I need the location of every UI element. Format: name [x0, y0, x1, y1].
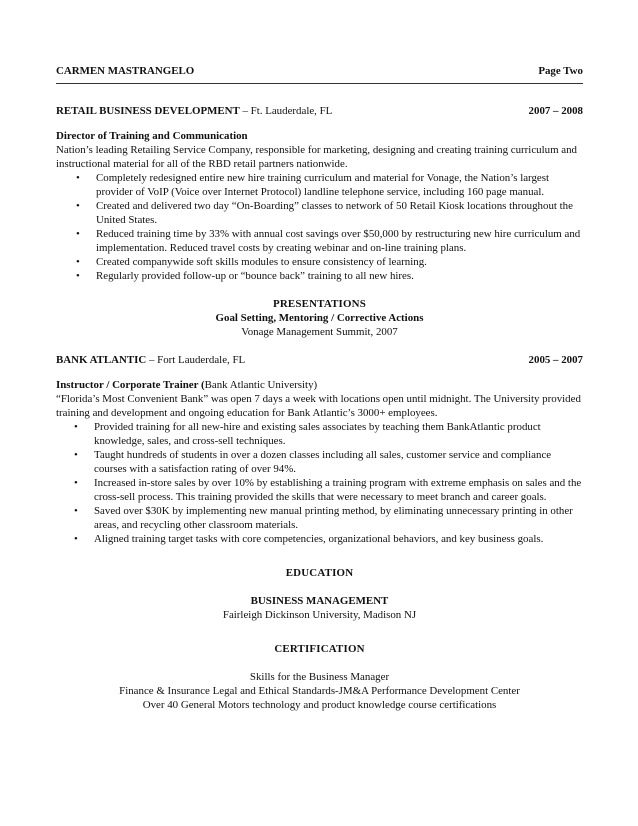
bullet-icon: •	[74, 421, 78, 433]
job-dates: 2007 – 2008	[528, 105, 583, 117]
job-title-extra: Bank Atlantic University)	[204, 379, 318, 391]
list-item: • Completely redesigned entire new hire training curriculum and material for Vonage, the Nation’s largest provider of VoIP (Voice over Internet Protocol) landline telephone service, including 160 page manual.	[76, 172, 550, 198]
job-retail-business-development	[56, 104, 583, 283]
list-item: • Aligned training target tasks with core competencies, organizational behaviors, and key business goals.	[74, 533, 544, 545]
section-heading: EDUCATION	[285, 567, 354, 579]
list-item: • Saved over $30K by implementing new manual printing method, by eliminating unnecessary printing in other areas, and recycling other classroom materials.	[74, 505, 573, 531]
job-dates: 2005 – 2007	[528, 354, 583, 366]
company-location: – Ft. Lauderdale, FL	[239, 105, 333, 117]
job-header	[56, 104, 583, 118]
certification-item: Finance & Insurance Legal and Ethical Standards-JM&A Performance Development Center	[119, 685, 520, 697]
bullet-icon: •	[74, 449, 78, 461]
job-title: Instructor / Corporate Trainer (	[56, 379, 205, 391]
presentations-section	[56, 297, 583, 339]
page-number: Page Two	[538, 65, 583, 77]
company-name: BANK ATLANTIC	[56, 354, 147, 366]
resume-page	[56, 64, 583, 712]
certification-section	[56, 642, 583, 712]
bullet-icon: •	[76, 200, 80, 212]
achievement-list	[56, 420, 583, 546]
company-location: – Fort Lauderdale, FL	[146, 354, 246, 366]
bullet-icon: •	[76, 256, 80, 268]
section-heading: CERTIFICATION	[274, 643, 365, 655]
page-header	[56, 64, 583, 78]
bullet-icon: •	[76, 172, 80, 184]
achievement-list	[56, 171, 583, 283]
job-title: Director of Training and Communication	[56, 130, 248, 142]
candidate-name: CARMEN MASTRANGELO	[56, 65, 195, 77]
list-item: • Created and delivered two day “On-Boarding” classes to network of 50 Retail Kiosk locations throughout the United States.	[76, 200, 573, 226]
job-description: “Florida’s Most Convenient Bank” was open 7 days a week with locations open until midnight. The University provided training and development and ongoing education for Bank Atlantic’s 3000+ employees.	[56, 393, 581, 419]
certification-item: Skills for the Business Manager	[249, 671, 390, 683]
job-description: Nation’s leading Retailing Service Company, responsible for marketing, designing and creating training curriculum and instructional material for all of the RBD retail partners nationwide.	[56, 144, 577, 170]
presentation-topic: Goal Setting, Mentoring / Corrective Actions	[215, 312, 424, 324]
bullet-icon: •	[74, 533, 78, 545]
list-item: • Increased in-store sales by over 10% by establishing a training program with extreme emphasis on sales and the cross-sell process. This training provided the skills that were necessary to meet branch and career goals.	[74, 477, 582, 503]
job-bank-atlantic	[56, 353, 583, 546]
presentation-event: Vonage Management Summit, 2007	[241, 326, 398, 338]
education-school: Fairleigh Dickinson University, Madison NJ	[222, 609, 417, 621]
education-section	[56, 566, 583, 622]
certification-item: Over 40 General Motors technology and product knowledge course certifications	[142, 699, 497, 711]
job-header	[56, 353, 583, 367]
job-title-line	[56, 378, 583, 392]
education-degree: BUSINESS MANAGEMENT	[250, 595, 389, 607]
list-item: • Taught hundreds of students in over a dozen classes including all sales, customer service and compliance courses with a satisfaction rating of over 94%.	[74, 449, 552, 475]
section-heading: PRESENTATIONS	[273, 298, 366, 310]
bullet-icon: •	[74, 477, 78, 489]
list-item: • Reduced training time by 33% with annual cost savings over $50,000 by restructuring new hire curriculum and implementation. Reduced travel costs by creating webinar and on-line training plans.	[76, 228, 581, 254]
list-item: • Regularly provided follow-up or “bounce back” training to all new hires.	[76, 270, 414, 282]
company-name: RETAIL BUSINESS DEVELOPMENT	[56, 105, 240, 117]
bullet-icon: •	[76, 228, 80, 240]
list-item: • Provided training for all new-hire and existing sales associates by teaching them BankAtlantic product knowledge, sales, and cross-sell techniques.	[74, 421, 541, 447]
bullet-icon: •	[76, 270, 80, 282]
bullet-icon: •	[74, 505, 78, 517]
list-item: • Created companywide soft skills modules to ensure consistency of learning.	[76, 256, 427, 268]
